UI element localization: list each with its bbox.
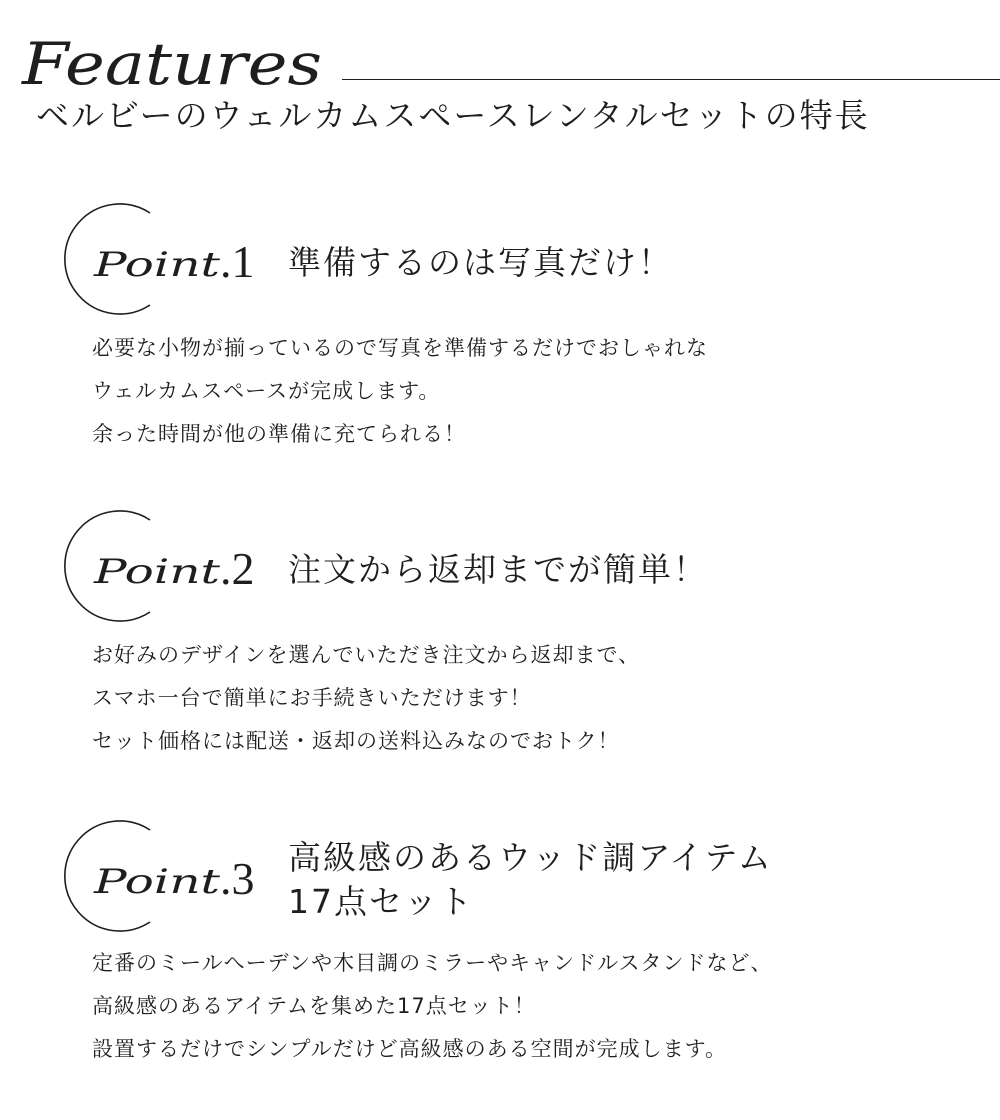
svg-text:.3: .3 [220, 853, 255, 904]
point-2-body-line: お好みのデザインを選んでいただき注文から返却まで、 [92, 643, 641, 667]
point-3-body-line: 高級感のあるアイテムを集めた17点セット！ [92, 994, 536, 1018]
page-subtitle: ベルビーのウェルカムスペースレンタルセットの特長 [36, 96, 870, 135]
point-1-body [92, 327, 708, 456]
point-3-body-line: 設置するだけでシンプルだけど高級感のある空間が完成します。 [92, 1037, 727, 1061]
point-2-body-line: セット価格には配送・返却の送料込みなのでおトク！ [92, 729, 620, 753]
svg-text:.1: .1 [220, 236, 255, 287]
point-2-heading [288, 548, 708, 592]
svg-text:Point: Point [92, 245, 221, 285]
header-divider-line [342, 79, 1000, 80]
svg-text:Features: Features [20, 30, 323, 98]
point-2-body [92, 634, 640, 763]
point-3-heading [288, 836, 773, 924]
point-2-badge [46, 510, 276, 622]
features-script-title [18, 22, 338, 102]
point-3-badge [46, 820, 276, 932]
point-1-body-line: 必要な小物が揃っているので写真を準備するだけでおしゃれな [92, 336, 708, 360]
point-3-heading-line: 高級感のあるウッド調アイテム [288, 838, 773, 877]
svg-text:Point: Point [92, 552, 221, 592]
point-3-body [92, 942, 773, 1071]
point-2-body-line: スマホ一台で簡単にお手続きいただけます！ [92, 686, 532, 710]
svg-text:Point: Point [92, 862, 221, 902]
point-3-body-line: 定番のミールへーデンや木目調のミラーやキャンドルスタンドなど、 [92, 951, 773, 975]
svg-text:.2: .2 [220, 543, 255, 594]
point-1-heading [288, 241, 673, 285]
point-1-heading-line: 準備するのは写真だけ！ [288, 243, 673, 282]
point-3-heading-line: 17点セット [288, 882, 474, 921]
point-2-heading-line: 注文から返却までが簡単！ [288, 550, 708, 589]
point-1-badge [46, 203, 276, 315]
point-1-body-line: 余った時間が他の準備に充てられる！ [92, 422, 466, 446]
point-1-body-line: ウェルカムスペースが完成します。 [92, 379, 441, 403]
